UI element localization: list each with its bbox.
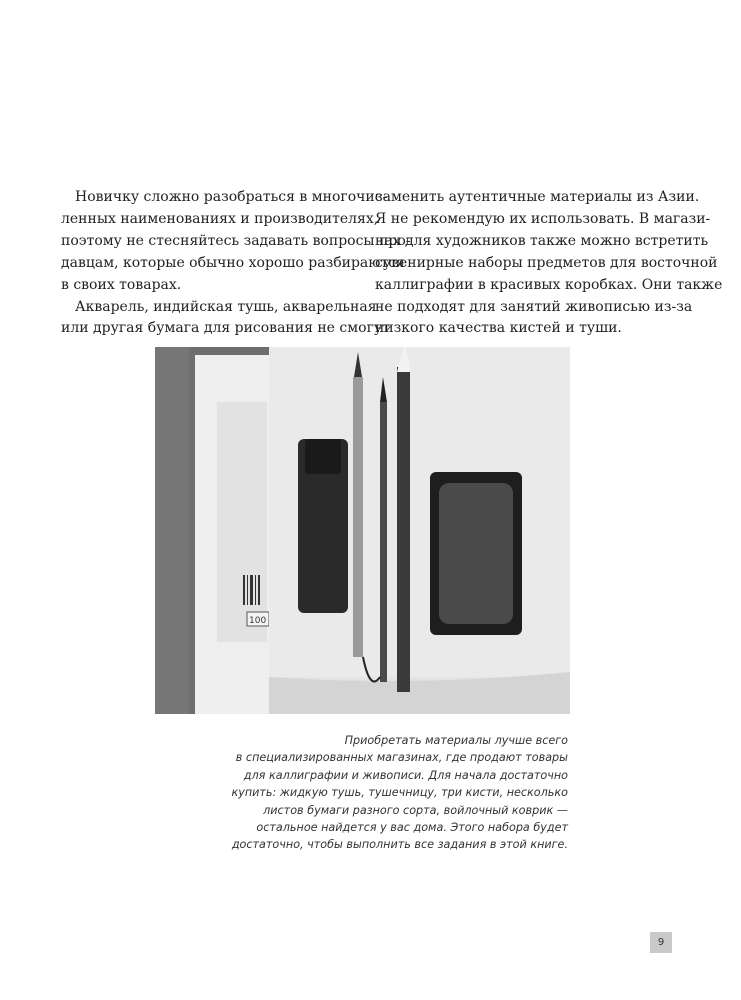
paper-package [217, 402, 267, 642]
ink-bottle [298, 439, 348, 613]
text-line: нах для художников также можно встретить [375, 232, 709, 249]
text-line: каллиграфии в красивых коробках. Они также [375, 276, 723, 293]
left-text-column [61, 187, 411, 340]
text-line: низкого качества кистей и туши. [375, 320, 622, 337]
page-number: 9 [650, 932, 672, 953]
caption-line: в специализированных магазинах, где продают товары [235, 751, 568, 765]
text-line: Я не рекомендую их использовать. В магази- [375, 210, 711, 227]
photo-label: 100 [249, 616, 267, 626]
caption-line: листов бумаги разного сорта, войлочный коврик — [263, 803, 568, 817]
ink-stone [430, 472, 522, 635]
text-line: сувенирные наборы предметов для восточной [375, 254, 718, 271]
caption-line: купить: жидкую тушь, тушечницу, три кисти, несколько [231, 786, 568, 800]
caption-line: Приобретать материалы лучше всего [344, 734, 568, 747]
text-line: давцам, которые обычно хорошо разбираются [61, 254, 405, 271]
text-line: заменить аутентичные материалы из Азии. [375, 189, 700, 205]
caption-line: остальное найдется у вас дома. Этого набора будет [256, 821, 568, 835]
text-line: или другая бумага для рисования не смогут [61, 320, 390, 337]
text-line: ленных наименованиях и производителях, [61, 210, 379, 227]
right-text-column [375, 187, 723, 340]
caption-line: достаточно, чтобы выполнить все задания в этой книге. [231, 838, 568, 852]
text-line: не подходят для занятий живописью из-за [375, 298, 693, 315]
text-line: в своих товарах. [61, 276, 182, 293]
brushes [353, 347, 411, 692]
text-line: Акварель, индийская тушь, акварельная [75, 298, 377, 315]
caption-line: для каллиграфии и живописи. Для начала достаточно [243, 768, 568, 782]
text-line: Новичку сложно разобраться в многочис- [75, 189, 388, 205]
calligraphy-materials-photo [155, 347, 570, 714]
text-line: поэтому не стесняйтесь задавать вопросы про- [61, 232, 411, 249]
photo-caption [228, 732, 568, 854]
